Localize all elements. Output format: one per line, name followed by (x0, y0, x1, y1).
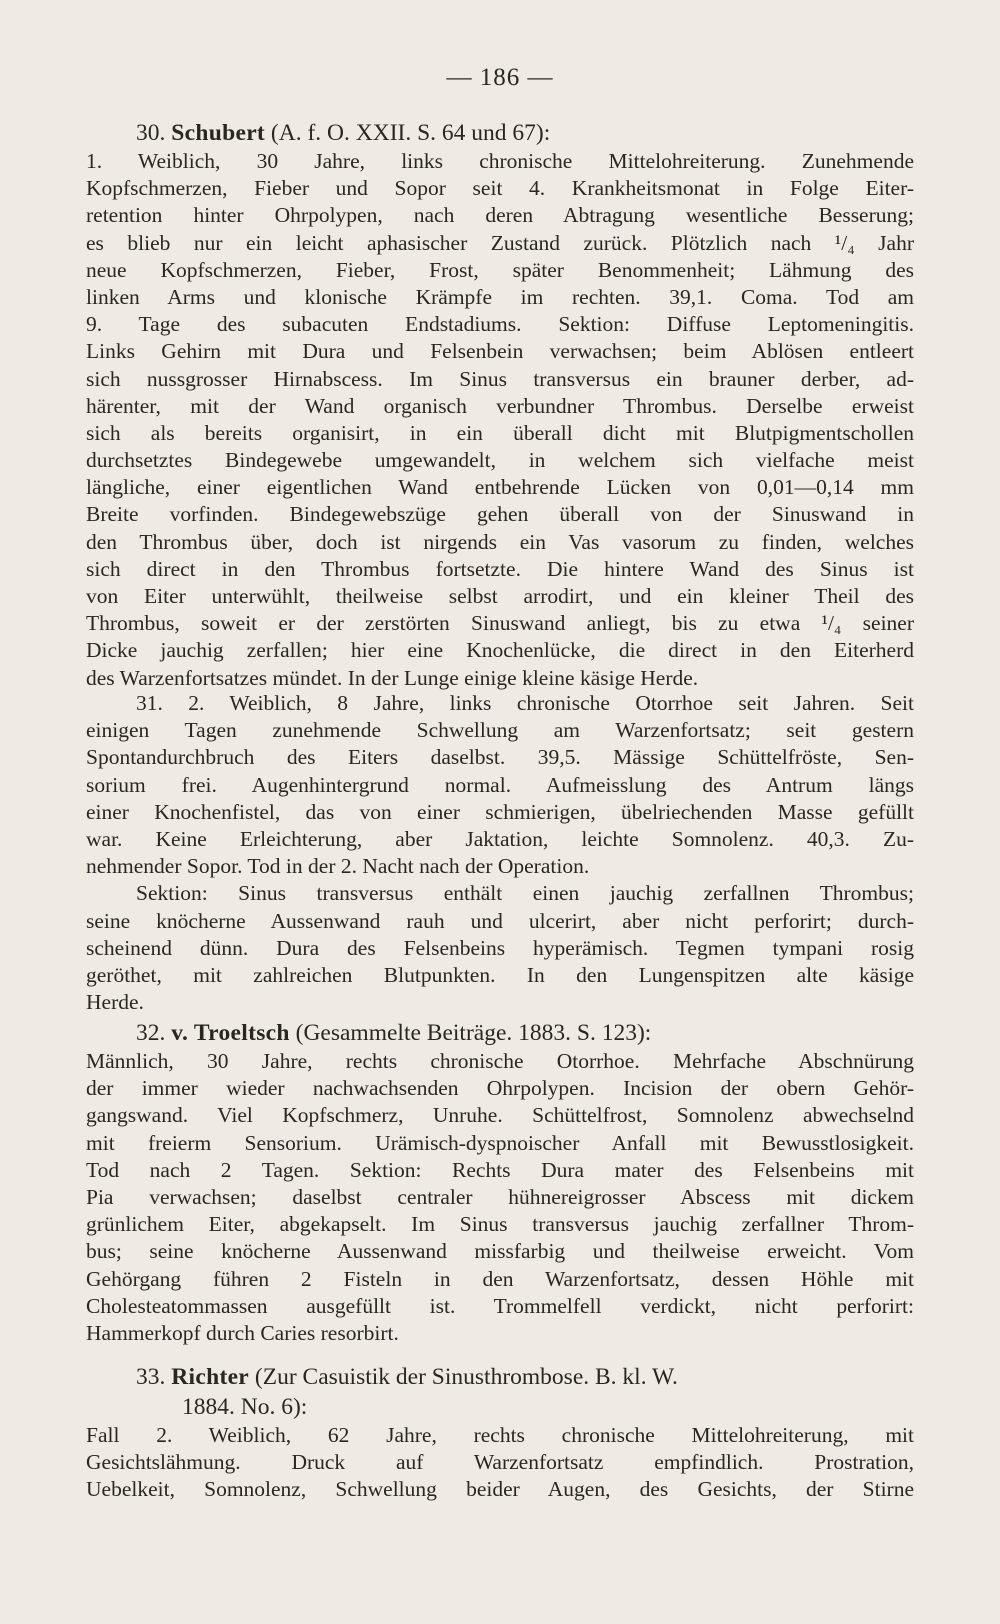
text-line: der immer wieder nachwachsenden Ohrpolypen. Incision der obern Gehör- (86, 1076, 914, 1101)
text-line: Männlich, 30 Jahre, rechts chronische Otorrhoe. Mehrfache Abschnürung (86, 1049, 914, 1073)
text-line: war. Keine Erleichterung, aber Jaktation, leichte Somnolenz. 40,3. Zu- (86, 826, 914, 851)
case-31 (86, 690, 914, 1016)
page-number: — 186 — (446, 64, 554, 91)
text-line: Thrombus, soweit er der zerstörten Sinuswand anliegt, bis zu etwa ¹/₄ seiner (86, 611, 914, 636)
text-line: 1. Weiblich, 30 Jahre, links chronische Mittelohreiterung. Zunehmende (86, 149, 914, 173)
case-text (86, 1422, 914, 1504)
text-line: Herde. (86, 990, 144, 1015)
text-line: neue Kopfschmerzen, Fieber, Frost, später Benommenheit; Lähmung des (86, 257, 914, 282)
text-line: Spontandurchbruch des Eiters daselbst. 39,5. Mässige Schüttelfröste, Sen- (86, 745, 914, 770)
text-line: des Warzenfortsatzes mündet. In der Lunge einige kleine käsige Herde. (86, 665, 699, 690)
case-32 (86, 1018, 914, 1347)
citation-continued: 1884. No. 6): (182, 1394, 308, 1420)
text-line: Kopfschmerzen, Fieber und Sopor seit 4. Krankheitsmonat in Folge Eiter- (86, 176, 914, 201)
citation: (A. f. O. XXII. S. 64 und 67): (270, 120, 551, 146)
text-line: härenter, mit der Wand organisch verbundner Thrombus. Derselbe erweist (86, 393, 914, 418)
text-line: gangswand. Viel Kopfschmerz, Unruhe. Schüttelfrost, Somnolenz abwechselnd (86, 1103, 914, 1128)
citation: (Zur Casuistik der Sinusthrombose. B. kl. W. (254, 1364, 678, 1390)
text-line: durchsetztes Bindegewebe umgewandelt, in welchem sich vielfache meist (86, 448, 914, 473)
text-line: Sektion: Sinus transversus enthält einen jauchig zerfallnen Thrombus; (136, 881, 914, 906)
case-text (86, 148, 914, 692)
text-line: Gesichtslähmung. Druck auf Warzenfortsatz empfindlich. Prostration, (86, 1450, 914, 1475)
text-line: von Eiter unterwühlt, theilweise selbst arrodirt, und ein kleiner Theil des (86, 584, 914, 608)
text-line: längliche, einer eigentlichen Wand entbehrende Lücken von 0,01—0,14 mm (86, 475, 914, 500)
text-line: Links Gehirn mit Dura und Felsenbein verwachsen; beim Ablösen entleert (86, 339, 914, 364)
text-line: 31. 2. Weiblich, 8 Jahre, links chronische Otorrhoe seit Jahren. Seit (136, 691, 914, 715)
text-line: den Thrombus über, doch ist nirgends ein Vas vasorum zu finden, welches (86, 529, 914, 554)
case-heading (86, 1362, 914, 1392)
text-line: grünlichem Eiter, abgekapselt. Im Sinus transversus jauchig zerfallner Throm- (86, 1212, 914, 1237)
author-name: Schubert (171, 120, 266, 146)
case-30 (86, 118, 914, 692)
text-line: Dicke jauchig zerfallen; hier eine Knochenlücke, die direct in den Eiterherd (86, 638, 914, 663)
case-heading (86, 1018, 914, 1048)
text-line: 9. Tage des subacuten Endstadiums. Sektion: Diffuse Leptomeningitis. (86, 312, 914, 337)
text-line: einer Knochenfistel, das von einer schmierigen, übelriechenden Masse gefüllt (86, 799, 914, 824)
text-line: nehmender Sopor. Tod in der 2. Nacht nach der Operation. (86, 854, 590, 879)
text-line: es blieb nur ein leicht aphasischer Zustand zurück. Plötzlich nach ¹/₄ Jahr (86, 230, 914, 255)
text-line: Cholesteatommassen ausgefüllt ist. Trommelfell verdickt, nicht perforirt: (86, 1293, 914, 1318)
text-line: seine knöcherne Aussenwand rauh und ulcerirt, aber nicht perforirt; durch- (86, 908, 914, 933)
author-name: Richter (171, 1364, 250, 1390)
case-heading (86, 118, 914, 148)
case-number: 33. (136, 1364, 166, 1390)
case-number: 32. (136, 1020, 166, 1046)
case-number: 30. (136, 120, 166, 146)
text-line: Tod nach 2 Tagen. Sektion: Rechts Dura mater des Felsenbeins mit (86, 1157, 914, 1182)
text-line: Pia verwachsen; daselbst centraler hühnereigrosser Abscess mit dickem (86, 1184, 914, 1209)
text-line: sorium frei. Augenhintergrund normal. Aufmeisslung des Antrum längs (86, 772, 914, 797)
text-line: Gehörgang führen 2 Fisteln in den Warzenfortsatz, dessen Höhle mit (86, 1266, 914, 1291)
text-line: Hammerkopf durch Caries resorbirt. (86, 1320, 399, 1345)
text-line: Fall 2. Weiblich, 62 Jahre, rechts chronische Mittelohreiterung, mit (86, 1423, 914, 1447)
text-line: retention hinter Ohrpolypen, nach deren Abtragung wesentliche Besserung; (86, 203, 914, 228)
case-text (86, 1048, 914, 1347)
text-line: einigen Tagen zunehmende Schwellung am Warzenfortsatz; seit gestern (86, 718, 914, 743)
text-line: scheinend dünn. Dura des Felsenbeins hyperämisch. Tegmen tympani rosig (86, 935, 914, 960)
text-line: sich direct in den Thrombus fortsetzte. Die hintere Wand des Sinus ist (86, 556, 914, 581)
text-line: mit freierm Sensorium. Urämisch-dyspnoischer Anfall mit Bewusstlosigkeit. (86, 1130, 914, 1155)
text-line: sich nussgrosser Hirnabscess. Im Sinus transversus ein brauner derber, ad- (86, 366, 914, 391)
citation: (Gesammelte Beiträge. 1883. S. 123): (295, 1020, 652, 1046)
text-line: sich als bereits organisirt, in ein überall dicht mit Blutpigmentschollen (86, 420, 914, 445)
case-text (86, 690, 914, 1016)
text-line: Uebelkeit, Somnolenz, Schwellung beider Augen, des Gesichts, der Stirne (86, 1477, 914, 1502)
case-33 (86, 1362, 914, 1504)
author-name: v. Troeltsch (171, 1020, 290, 1046)
text-line: Breite vorfinden. Bindegewebszüge gehen überall von der Sinuswand in (86, 502, 914, 527)
text-line: bus; seine knöcherne Aussenwand missfarbig und theilweise erweicht. Vom (86, 1239, 914, 1264)
text-line: geröthet, mit zahlreichen Blutpunkten. In den Lungenspitzen alte käsige (86, 962, 914, 987)
text-line: linken Arms und klonische Krämpfe im rechten. 39,1. Coma. Tod am (86, 284, 914, 309)
